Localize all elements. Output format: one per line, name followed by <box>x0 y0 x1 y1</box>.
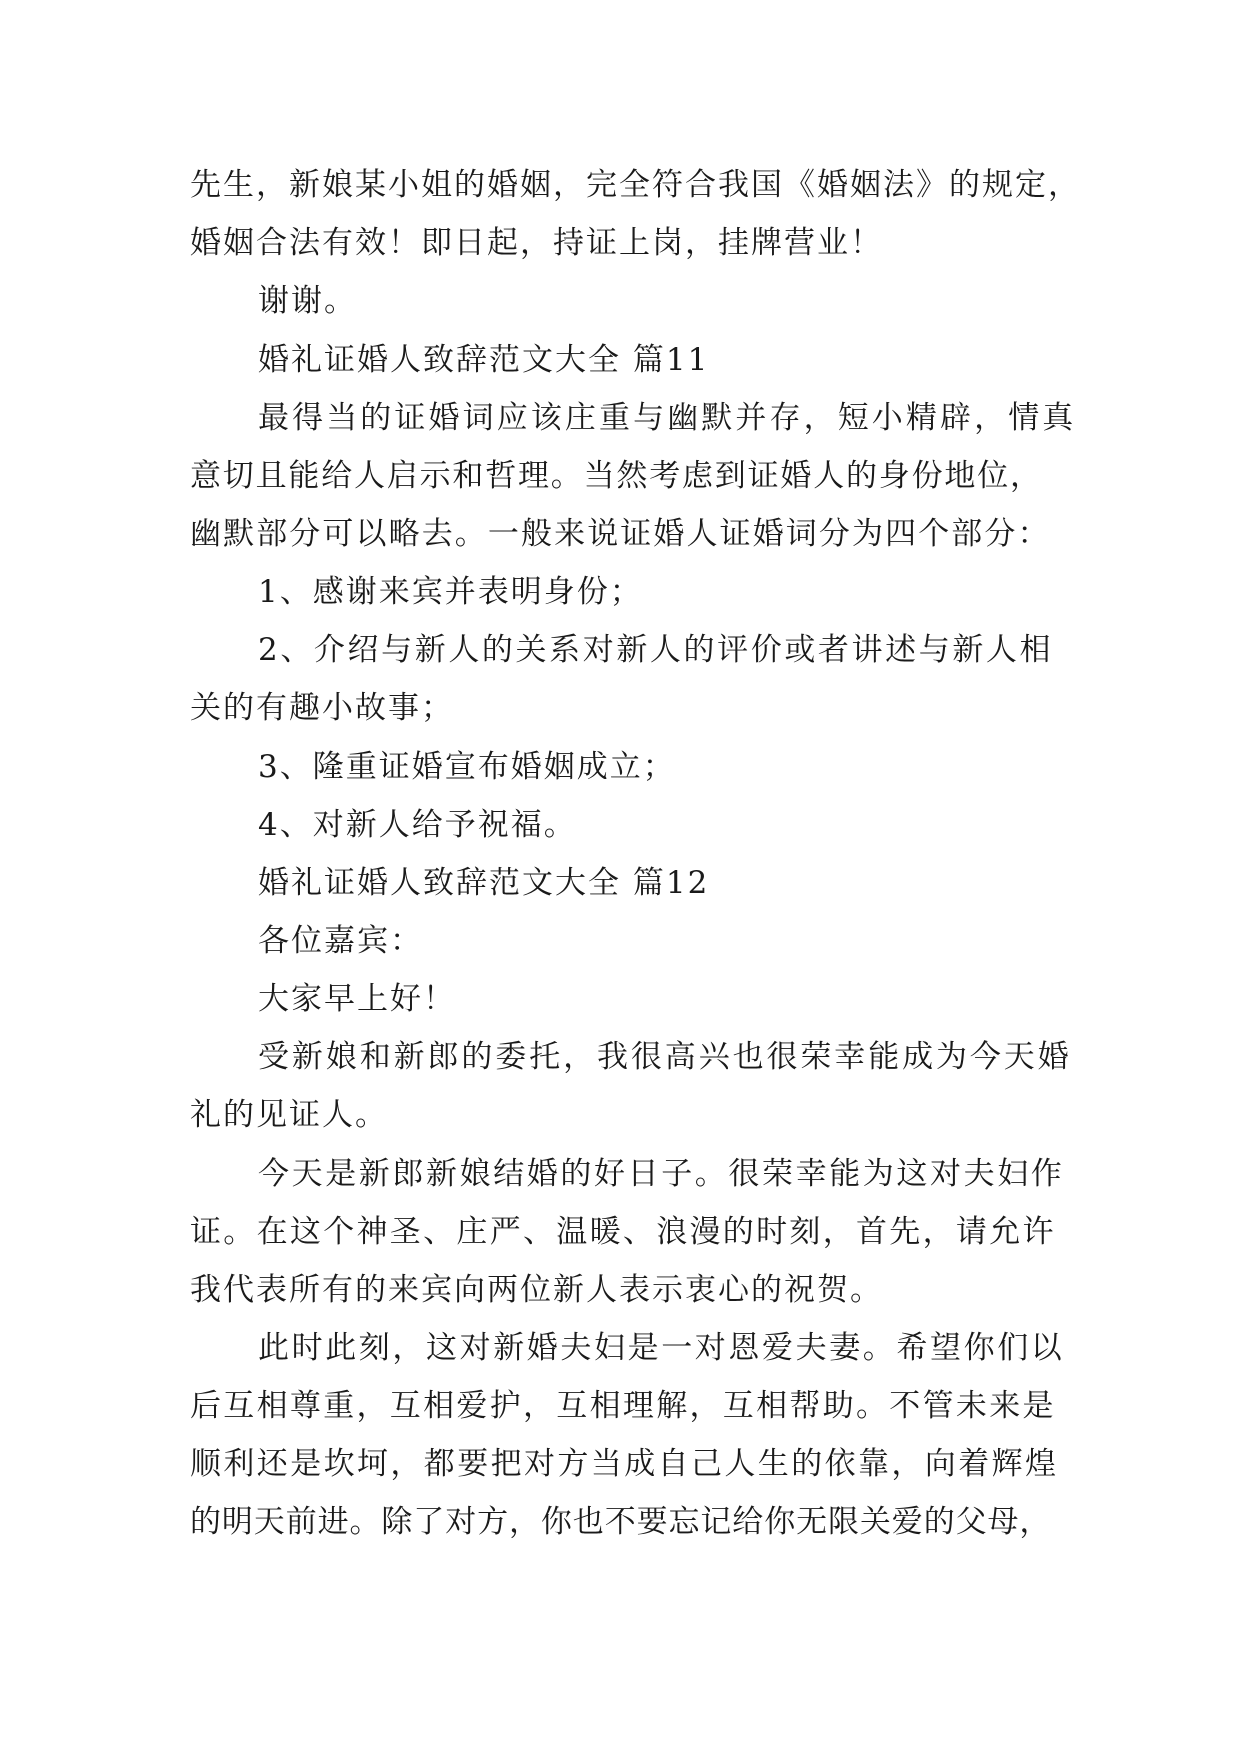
text-line: 谢谢。 <box>258 283 357 319</box>
text-line: 今天是新郎新娘结婚的好日子。很荣幸能为这对夫妇作 <box>258 1156 1065 1192</box>
text-line: 礼的见证人。 <box>190 1097 388 1133</box>
text-line: 此时此刻，这对新婚夫妇是一对恩爱夫妻。希望你们以 <box>258 1330 1065 1366</box>
list-item: 3、隆重证婚宣布婚姻成立； <box>258 749 676 785</box>
text-line: 顺利还是坎坷，都要把对方当成自己人生的依靠，向着辉煌 <box>190 1446 1059 1482</box>
text-line: 幽默部分可以略去。一般来说证婚人证婚词分为四个部分： <box>190 516 1051 552</box>
section-heading: 婚礼证婚人致辞范文大全 篇12 <box>258 865 710 901</box>
list-item: 2、介绍与新人的关系对新人的评价或者讲述与新人相 <box>258 632 1054 668</box>
text-line: 婚姻合法有效！即日起，持证上岗，挂牌营业！ <box>190 225 883 261</box>
text-line: 意切且能给人启示和哲理。当然考虑到证婚人的身份地位， <box>190 458 1043 494</box>
text-line: 受新娘和新郎的委托，我很高兴也很荣幸能成为今天婚 <box>258 1039 1072 1075</box>
text-line: 先生，新娘某小姐的婚姻，完全符合我国《婚姻法》的规定， <box>190 167 1081 203</box>
text-line: 的明天前进。除了对方，你也不要忘记给你无限关爱的父母， <box>190 1504 1052 1540</box>
salutation: 各位嘉宾： <box>258 923 423 959</box>
list-item: 1、感谢来宾并表明身份； <box>258 574 643 610</box>
text-line: 后互相尊重，互相爱护，互相理解，互相帮助。不管未来是 <box>190 1388 1056 1424</box>
text-line: 我代表所有的来宾向两位新人表示衷心的祝贺。 <box>190 1272 883 1308</box>
list-item-continuation: 关的有趣小故事； <box>190 690 454 726</box>
list-item: 4、对新人给予祝福。 <box>258 807 577 843</box>
text-line: 最得当的证婚词应该庄重与幽默并存，短小精辟，情真 <box>258 400 1077 436</box>
section-heading: 婚礼证婚人致辞范文大全 篇11 <box>258 342 710 378</box>
greeting: 大家早上好！ <box>258 981 456 1017</box>
text-line: 证。在这个神圣、庄严、温暖、浪漫的时刻，首先，请允许 <box>190 1214 1056 1250</box>
